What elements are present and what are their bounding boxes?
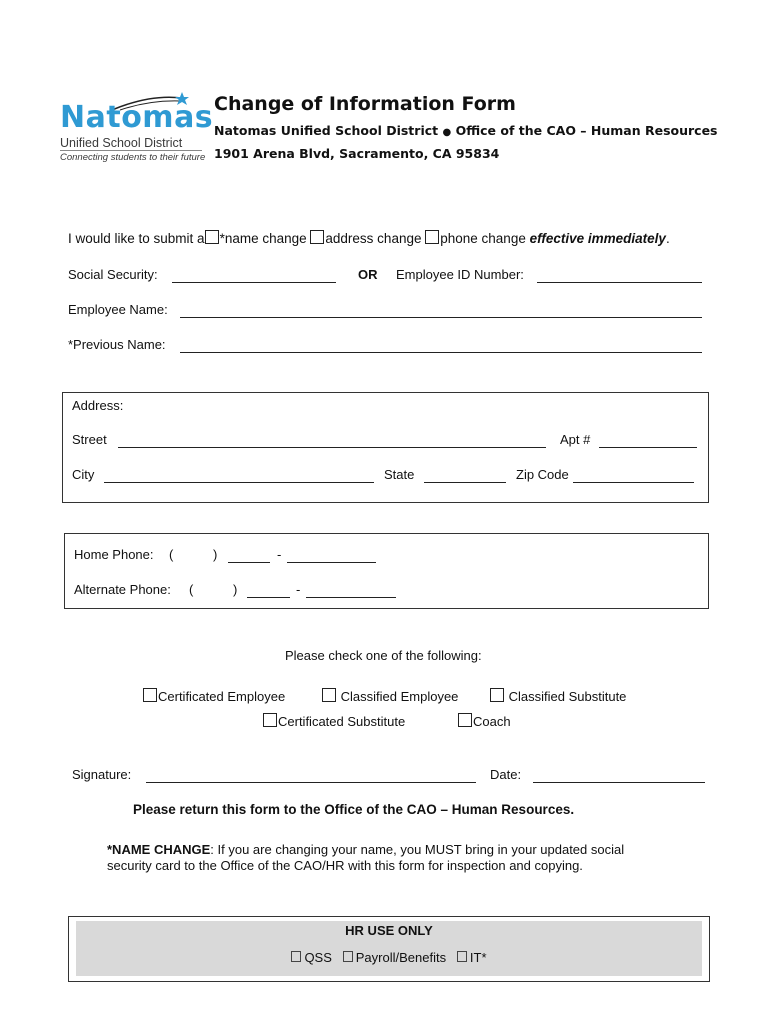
address-heading: Address: <box>72 398 124 413</box>
it-label: IT* <box>469 950 487 965</box>
employee-id-field[interactable] <box>537 282 702 283</box>
name-change-note-line2: security card to the Office of the CAO/HR with this form for inspection and copying. <box>107 858 583 873</box>
qss-checkbox[interactable] <box>291 951 301 962</box>
form-title: Change of Information Form <box>214 93 516 115</box>
hr-use-title: HR USE ONLY <box>345 923 433 938</box>
alternate-phone-paren-open: ( <box>189 582 194 597</box>
certificated-employee-option[interactable] <box>143 688 285 704</box>
org-line <box>214 123 718 138</box>
phone-change-label: phone change <box>440 231 526 246</box>
alternate-phone-label: Alternate Phone: <box>74 582 171 597</box>
certificated-substitute-checkbox[interactable] <box>263 713 277 727</box>
certificated-employee-label: Certificated Employee <box>158 689 286 704</box>
apt-field[interactable] <box>599 447 697 448</box>
submit-suffix: . <box>665 231 670 246</box>
employee-id-label: Employee ID Number: <box>396 267 524 282</box>
previous-name-label: *Previous Name: <box>68 337 166 352</box>
classified-substitute-checkbox[interactable] <box>490 688 504 702</box>
ssn-label: Social Security: <box>68 267 158 282</box>
ssn-field[interactable] <box>172 282 336 283</box>
name-change-note-line1: : If you are changing your name, you MUST bring in your updated social <box>210 842 625 857</box>
classified-employee-checkbox[interactable] <box>322 688 336 702</box>
effective-text: effective immediately <box>529 231 666 246</box>
org-office: Office of the CAO – Human Resources <box>455 123 718 138</box>
employee-name-label: Employee Name: <box>68 302 168 317</box>
state-field[interactable] <box>424 482 506 483</box>
home-phone-prefix-field[interactable] <box>228 562 270 563</box>
classified-substitute-option[interactable] <box>490 688 626 704</box>
return-note: Please return this form to the Office of the CAO – Human Resources. <box>133 802 575 817</box>
classification-prompt: Please check one of the following: <box>285 648 482 663</box>
coach-option[interactable] <box>458 713 511 729</box>
it-checkbox[interactable] <box>457 951 467 962</box>
classified-substitute-label: Classified Substitute <box>508 689 627 704</box>
zip-label: Zip Code <box>516 467 569 482</box>
signature-field[interactable] <box>146 782 476 783</box>
logo-tagline: Connecting students to their future <box>60 152 206 163</box>
home-phone-dash: - <box>277 547 282 562</box>
certificated-employee-checkbox[interactable] <box>143 688 157 702</box>
name-change-label: *name change <box>219 231 307 246</box>
logo-name: Natomas <box>60 100 214 135</box>
home-phone-paren-close: ) <box>213 547 218 562</box>
logo-divider <box>60 150 202 151</box>
signature-label: Signature: <box>72 767 132 782</box>
previous-name-field[interactable] <box>180 352 702 353</box>
date-field[interactable] <box>533 782 705 783</box>
alternate-phone-dash: - <box>296 582 301 597</box>
submit-prefix: I would like to submit a <box>68 231 205 246</box>
alternate-phone-prefix-field[interactable] <box>247 597 290 598</box>
payroll-benefits-checkbox[interactable] <box>343 951 353 962</box>
org-address: 1901 Arena Blvd, Sacramento, CA 95834 <box>214 146 500 161</box>
home-phone-label: Home Phone: <box>74 547 154 562</box>
certificated-substitute-option[interactable] <box>263 713 405 729</box>
certificated-substitute-label: Certificated Substitute <box>278 714 406 729</box>
name-change-note-label: *NAME CHANGE <box>107 842 211 857</box>
alternate-phone-number-field[interactable] <box>306 597 396 598</box>
hr-use-items <box>76 950 702 965</box>
employee-name-field[interactable] <box>180 317 702 318</box>
apt-label: Apt # <box>560 432 591 447</box>
district-logo <box>58 90 214 166</box>
state-label: State <box>384 467 415 482</box>
street-field[interactable] <box>118 447 546 448</box>
name-change-note <box>107 842 624 857</box>
alternate-phone-paren-close: ) <box>233 582 238 597</box>
payroll-benefits-label: Payroll/Benefits <box>355 950 447 965</box>
coach-checkbox[interactable] <box>458 713 472 727</box>
submit-line <box>68 230 670 246</box>
name-change-checkbox[interactable] <box>205 230 219 244</box>
phone-change-checkbox[interactable] <box>425 230 439 244</box>
coach-label: Coach <box>473 714 511 729</box>
org-name: Natomas Unified School District <box>214 123 439 138</box>
street-label: Street <box>72 432 107 447</box>
address-change-label: address change <box>325 231 422 246</box>
classified-employee-label: Classified Employee <box>340 689 459 704</box>
city-label: City <box>72 467 95 482</box>
qss-label: QSS <box>304 950 332 965</box>
address-change-checkbox[interactable] <box>310 230 324 244</box>
logo-subtitle: Unified School District <box>60 136 183 150</box>
home-phone-paren-open: ( <box>169 547 174 562</box>
home-phone-number-field[interactable] <box>287 562 376 563</box>
date-label: Date: <box>490 767 522 782</box>
city-field[interactable] <box>104 482 374 483</box>
classified-employee-option[interactable] <box>322 688 458 704</box>
zip-field[interactable] <box>573 482 694 483</box>
or-label: OR <box>358 267 378 282</box>
bullet-icon: ● <box>442 127 452 138</box>
